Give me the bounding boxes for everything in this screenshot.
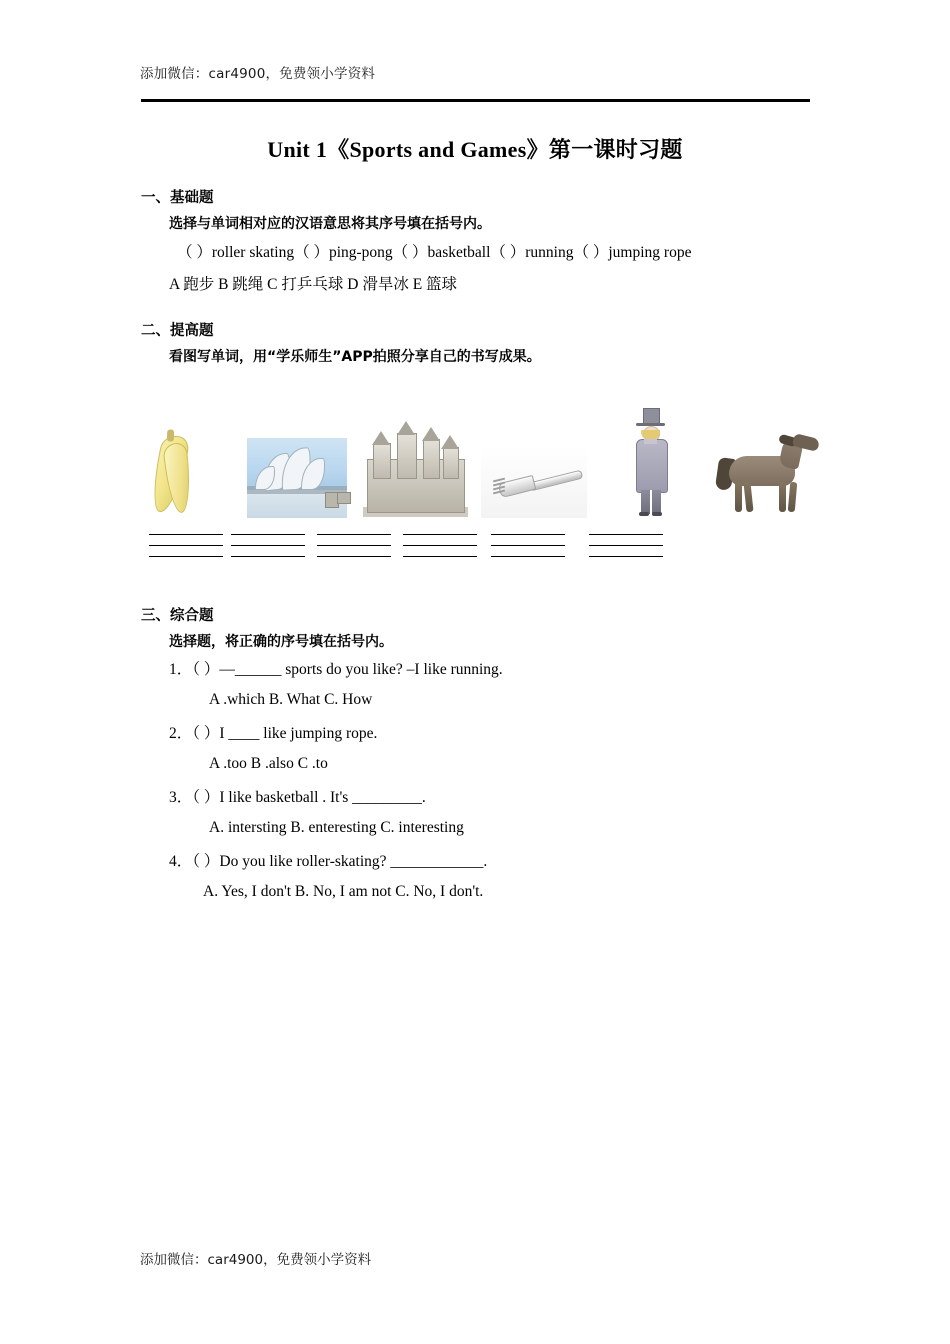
opera-house-image: [247, 438, 347, 518]
horse-image: [707, 430, 827, 518]
answer-blank[interactable]: [231, 534, 305, 567]
answer-blank[interactable]: [403, 534, 477, 567]
question-item: [141, 655, 821, 715]
question-options: A. intersting B. enteresting C. interesting: [209, 819, 464, 836]
question-stem: [169, 719, 821, 749]
question-item: [141, 847, 821, 907]
page-title: Unit 1《Sports and Games》第一课时习题: [267, 137, 683, 162]
question-stem: [169, 655, 821, 685]
answer-blank[interactable]: [491, 534, 565, 567]
section-heading-improve: 二、提高题: [141, 323, 214, 339]
question-text: （ ）Do you like roller-skating? ____________.: [192, 853, 488, 870]
question-options: A .which B. What C. How: [209, 691, 373, 708]
section-instruction-improve: 看图写单词，用“学乐师生”APP拍照分享自己的书写成果。: [169, 349, 541, 365]
section-basic: [141, 186, 821, 301]
question-text: （ ）I like basketball . It's _________.: [192, 789, 426, 806]
question-text: （ ）—______ sports do you like? –I like running.: [192, 661, 503, 678]
header-divider: [141, 99, 810, 102]
answer-blank[interactable]: [149, 534, 223, 567]
question-number: 1．: [169, 661, 193, 678]
document-content: [141, 186, 821, 917]
section-improve: [141, 319, 821, 582]
answer-blank-row: [141, 534, 821, 582]
matching-options-line: A 跑步 B 跳绳 C 打乒乓球 D 滑旱冰 E 篮球: [169, 276, 458, 293]
section-instruction-comprehensive: 选择题，将正确的序号填在括号内。: [169, 634, 393, 650]
question-number: 4．: [169, 853, 193, 870]
question-stem: [169, 783, 821, 813]
question-stem: [169, 847, 821, 877]
footer-watermark-note: 添加微信：car4900，免费领小学资料: [140, 1252, 372, 1268]
section-heading-basic: 一、基础题: [141, 190, 214, 206]
section-comprehensive: [141, 604, 821, 907]
section-heading-comprehensive: 三、综合题: [141, 608, 214, 624]
header-watermark-note: 添加微信：car4900，免费领小学资料: [140, 66, 376, 82]
answer-blank[interactable]: [317, 534, 391, 567]
question-item: [141, 783, 821, 843]
matching-items-line: （ ）roller skating（ ）ping-pong（ ）basketball（ ）running（ ）jumping rope: [177, 244, 692, 261]
section-instruction-basic: 选择与单词相对应的汉语意思将其序号填在括号内。: [169, 216, 491, 232]
question-number: 2．: [169, 725, 193, 742]
question-options: A. Yes, I don't B. No, I am not C. No, I don't.: [203, 883, 484, 900]
question-item: [141, 719, 821, 779]
banana-image: [149, 433, 209, 518]
picture-row: [141, 388, 821, 518]
question-text: （ ）I ____ like jumping rope.: [192, 725, 378, 742]
answer-blank[interactable]: [589, 534, 663, 567]
man-image: [623, 408, 683, 518]
question-options: A .too B .also C .to: [209, 755, 328, 772]
question-number: 3．: [169, 789, 193, 806]
fork-image: [481, 446, 587, 518]
castle-image: [363, 423, 468, 518]
